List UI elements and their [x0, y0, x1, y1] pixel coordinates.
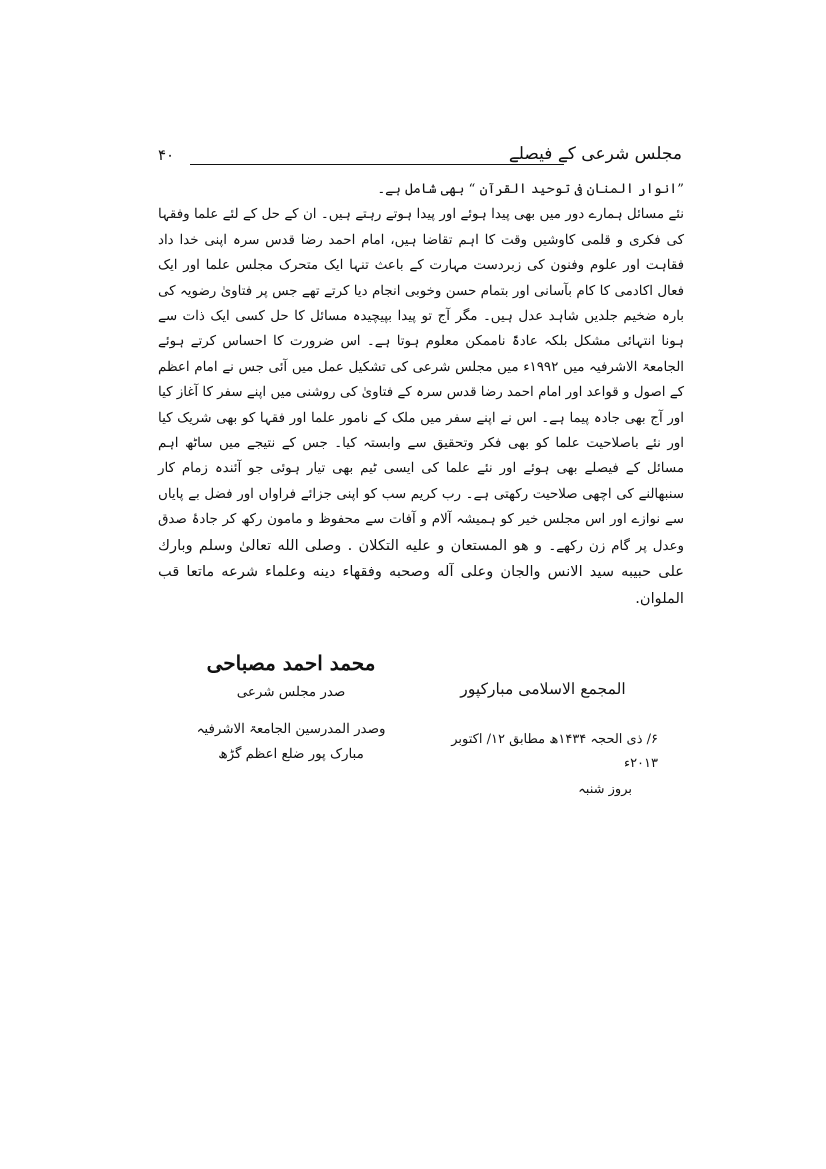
running-header	[130, 142, 682, 172]
signature-block	[196, 646, 386, 767]
issue-date: ۶/ ذی الحجہ ۱۴۳۴ھ مطابق ۱۲/ اکتوبر ۲۰۱۳ء	[451, 732, 658, 771]
arabic-closing: و هو المستعان و عليه التكلان . وصلى الله تعالىٰ وسلم وبارك على حبيبه سيد الانس والجان وعلى آله وصحبه وفقهاء دينه وعلماء شرعه ماتعا قب الملوان.	[158, 536, 684, 607]
paragraph-quote-continuation: ”انوار المنان فی توحید القرآن “ بھی شامل ہے۔	[377, 182, 684, 197]
signatory-title: صدر مجلس شرعی	[236, 685, 346, 700]
issue-day: بروز شنبہ	[578, 782, 632, 797]
main-paragraph	[158, 202, 684, 612]
book-title: مجلس شرعی کے فیصلے	[508, 144, 682, 164]
signatory-location: مبارک پور ضلع اعظم گڑھ	[218, 747, 364, 762]
signatory-position: وصدر المدرسین الجامعۃ الاشرفیہ	[196, 722, 386, 737]
header-rule	[190, 164, 564, 165]
page-number: ۴۰	[158, 146, 175, 164]
institution-block	[428, 676, 658, 804]
signatory-name: محمد احمد مصباحی	[206, 651, 376, 675]
main-paragraph-text: نئے مسائل ہمارے دور میں بھی پیدا ہوئے اور پیدا ہوتے رہتے ہیں۔ ان کے حل کے لئے علما وفقہا کی فکری و قلمی کاوشیں وقت کا اہم تقاضا ہیں، امام احمد رضا قدس سرہ اپنی خدا داد فقاہت اور علوم وفنون کی زبردست مہارت کے باعث تنہا ایک متحرک مجلس علما اور ایک فعال اکادمی کا کام بآسانی اور بتمام حسن وخوبی انجام دیا کرتے تھے جس پر فتاویٰ رضویہ کی بارہ ضخیم جلدیں شاہد عدل ہیں۔ مگر آج تو پیدا بپیچیدہ مسائل کا حل کسی ایک ذات سے ہونا انتہائی مشکل بلکہ عادۃً ناممکن معلوم ہوتا ہے۔ اس ضرورت کا احساس کرتے ہوئے الجامعۃ الاشرفیہ میں ۱۹۹۲ء میں مجلس شرعی کی تشکیل عمل میں آئی جس نے امام اعظم کے اصول و قواعد اور امام احمد رضا قدس سرہ کے فتاویٰ کی روشنی میں اپنے سفر کا آغاز کیا اور آج بھی جادہ پیما ہے۔ اس نے اپنے سفر میں ملک کے نامور علما اور فقہا کو بھی شریک کیا اور نئے باصلاحیت علما کو بھی فکر وتحقیق سے وابستہ کیا۔ جس کے نتیجے میں ساٹھ اہم مسائل کے فیصلے بھی ہوئے اور نئے علما کی ایسی ٹیم بھی تیار ہوئی جو آئندہ زمام کار سنبھالنے کی اچھی صلاحیت رکھتی ہے۔ رب کریم سب کو اپنی جزائے فراواں اور فضل بے پایاں سے نوازے اور اس مجلس خیر کو ہمیشہ آلام و آفات سے محفوظ و مامون رکھ کر جادۂ صدق وعدل پر گام زن رکھے۔	[158, 207, 685, 554]
body-text	[158, 177, 684, 612]
institution-name: المجمع الاسلامی مبارکپور	[460, 680, 626, 698]
